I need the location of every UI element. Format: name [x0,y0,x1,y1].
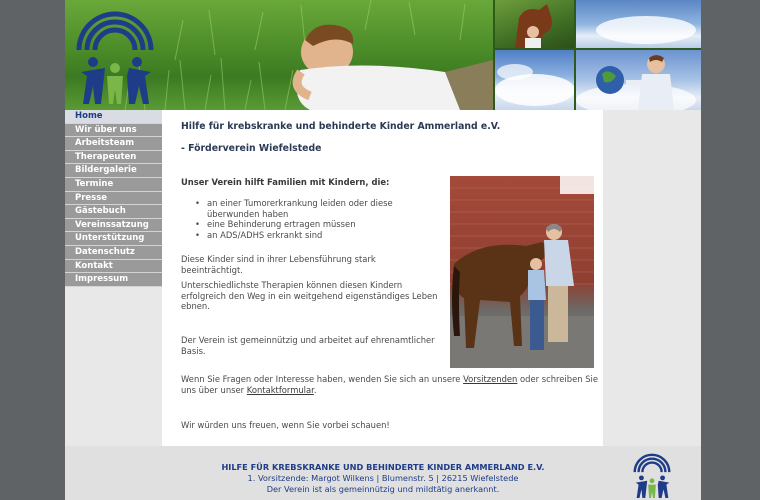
footer-logo [630,451,674,499]
paragraph-therapies: Unterschiedlichste Therapien können diesen Kindern erfolgreich den Weg in ein weitgehend eigenständiges Leben ebnen. [181,280,438,311]
main-content [162,110,603,446]
photo-clouds [495,50,574,110]
page [65,0,701,500]
footer [65,446,701,500]
nav-item-bildergalerie[interactable]: Bildergalerie [65,164,162,178]
list-item: • an ADS/ADHS erkrankt sind [195,230,405,241]
footer-title: HILFE FÜR KREBSKRANKE UND BEHINDERTE KINDER AMMERLAND E.V. [221,462,545,472]
nav-item-presse[interactable]: Presse [65,192,162,206]
hero-photo-boy-in-grass [65,0,493,110]
paragraph-contact [181,374,601,395]
contact-text-middle: oder schreiben Sie uns über unser [181,374,598,395]
contact-text-prefix: Wenn Sie Fragen oder Interesse haben, wenden Sie sich an unsere [181,374,461,384]
organization-logo [73,6,157,106]
photo-boy-with-globe [576,50,701,110]
chairperson-link[interactable]: Vorsitzenden [463,374,518,384]
main-navigation [65,110,162,287]
page-subtitle: - Förderverein Wiefelstede [181,143,322,154]
photo-girl-with-horse [495,0,574,48]
header-banner [65,0,701,110]
list-item: • an einer Tumorerkrankung leiden oder diese überwunden haben [195,198,405,219]
footer-nonprofit-note: Der Verein ist als gemeinnützig und mildtätig anerkannt. [266,484,500,494]
closing-text: Wir würden uns freuen, wenn Sie vorbei schauen! [181,420,390,430]
right-column [603,110,701,446]
list-item: • eine Behinderung ertragen müssen [195,219,405,230]
paragraph-impairment: Diese Kinder sind in ihrer Lebensführung stark beeinträchtigt. [181,254,376,275]
photo-horse-therapy [450,176,594,368]
nav-item-gaestebuch[interactable]: Gästebuch [65,205,162,219]
contact-form-link[interactable]: Kontaktformular [246,384,314,395]
nav-item-kontakt[interactable]: Kontakt [65,260,162,274]
nav-item-home[interactable]: Home [65,110,162,124]
nav-item-wir-ueber-uns[interactable]: Wir über uns [65,124,162,138]
nav-item-therapeuten[interactable]: Therapeuten [65,151,162,165]
nav-item-datenschutz[interactable]: Datenschutz [65,246,162,260]
contact-text-suffix: . [313,384,317,395]
nav-item-vereinssatzung[interactable]: Vereinssatzung [65,219,162,233]
nav-item-termine[interactable]: Termine [65,178,162,192]
sidebar [65,110,162,446]
bullet-list [195,198,405,240]
nav-item-impressum[interactable]: Impressum [65,273,162,287]
nav-item-arbeitsteam[interactable]: Arbeitsteam [65,137,162,151]
footer-address: 1. Vorsitzende: Margot Wilkens | Blumenstr. 5 | 26215 Wiefelstede [247,473,519,483]
nav-item-unterstuetzung[interactable]: Unterstützung [65,232,162,246]
paragraph-nonprofit: Der Verein ist gemeinnützig und arbeitet auf ehrenamtlicher Basis. [181,335,435,356]
photo-sky-clouds [576,0,701,48]
intro-text: Unser Verein hilft Familien mit Kindern, die: [181,177,390,187]
page-title: Hilfe für krebskranke und behinderte Kinder Ammerland e.V. [181,121,501,132]
